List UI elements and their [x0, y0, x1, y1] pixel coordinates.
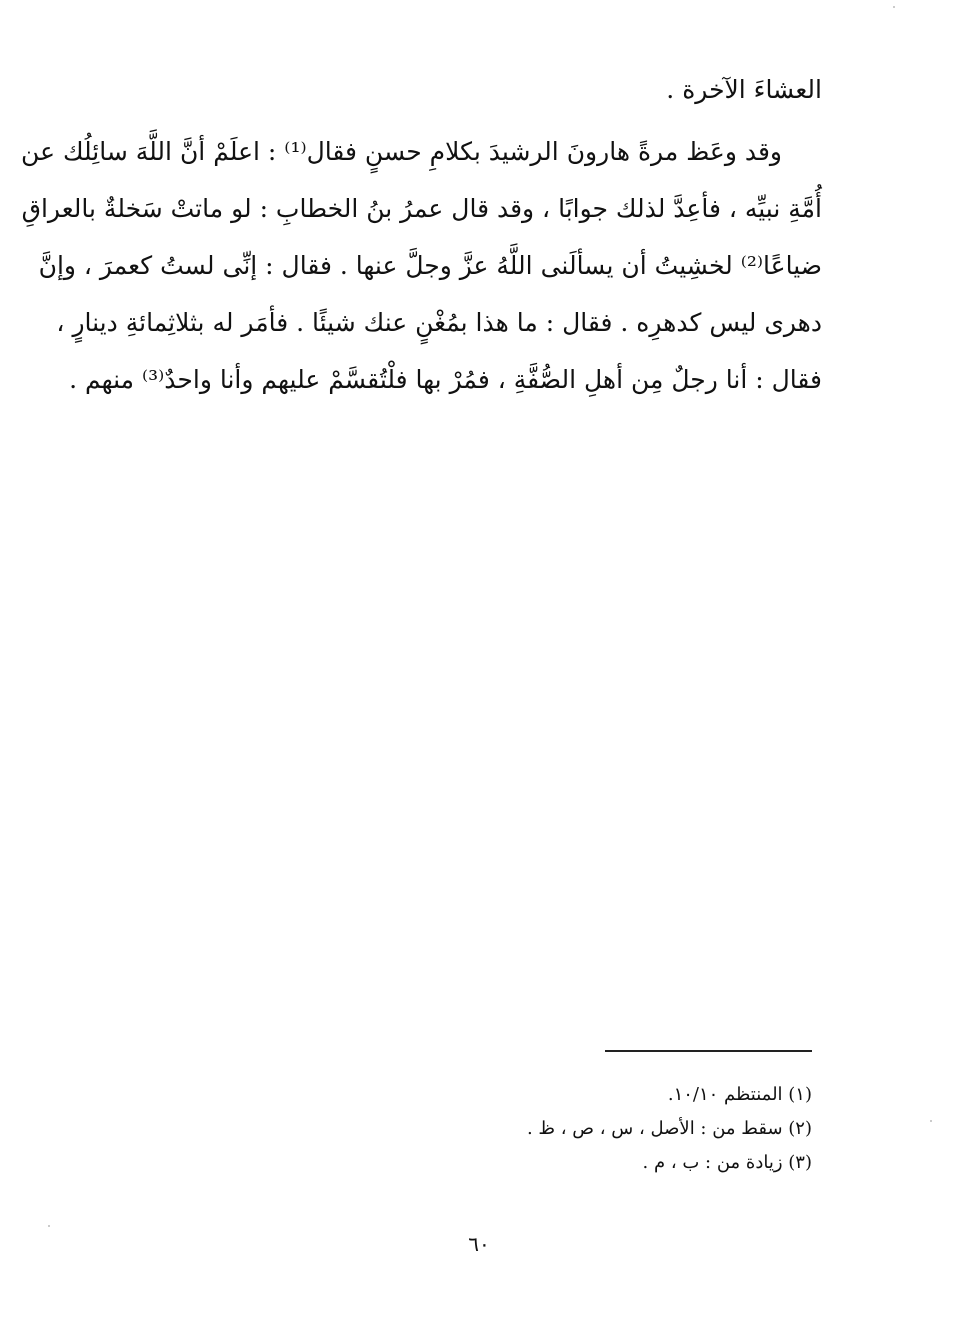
- footnote-1: (١) المنتظم ١٠/١٠.: [667, 1084, 812, 1105]
- footnote-3: (٣) زيادة من : ب ، م .: [642, 1152, 812, 1173]
- main-text-block: [21, 68, 822, 415]
- scan-speck: [48, 1225, 50, 1227]
- page-number: ٦٠: [468, 1232, 490, 1256]
- footnote-divider: [605, 1050, 812, 1052]
- text-line-4: ضياعًا⁽²⁾ لخشِيتُ أن يسألَنى اللَّهُ عزَّ وجلَّ عنها . فقال : إنِّى لستُ كعمرَ ، وإنَّ: [38, 251, 822, 280]
- text-line-5: دهرى ليس كدهرِه . فقال : ما هذا بمُغْنٍ عنك شيئًا . فأمَر له بثلاثِمائةِ دينارٍ ،: [56, 308, 822, 337]
- text-line-3: أُمَّةِ نبيِّه ، فأعِدَّ لذلك جوابًا ، وقد قال عمرُ بنُ الخطابِ : لو ماتتْ سَخلةٌ بالعراقِ: [21, 194, 822, 223]
- scan-speck: [893, 6, 895, 8]
- footnotes-block: [400, 1078, 812, 1180]
- text-line-2: وقد وعَظ مرةً هارونَ الرشيدَ بكلامِ حسنٍ فقال⁽¹⁾ : اعلَمْ أنَّ اللَّهَ سائِلُك عن: [21, 137, 782, 166]
- text-line-6: فقال : أنا رجلٌ مِن أهلِ الصُّفَّةِ ، فمُرْ بها فلْتُقسَّمْ عليهم وأنا واحدٌ⁽³⁾ منهم .: [69, 365, 822, 394]
- text-line-1: العشاءَ الآخرة .: [666, 75, 822, 104]
- scan-speck: [930, 1120, 932, 1122]
- footnote-2: (٢) سقط من : الأصل ، س ، ص ، ظ .: [526, 1118, 812, 1139]
